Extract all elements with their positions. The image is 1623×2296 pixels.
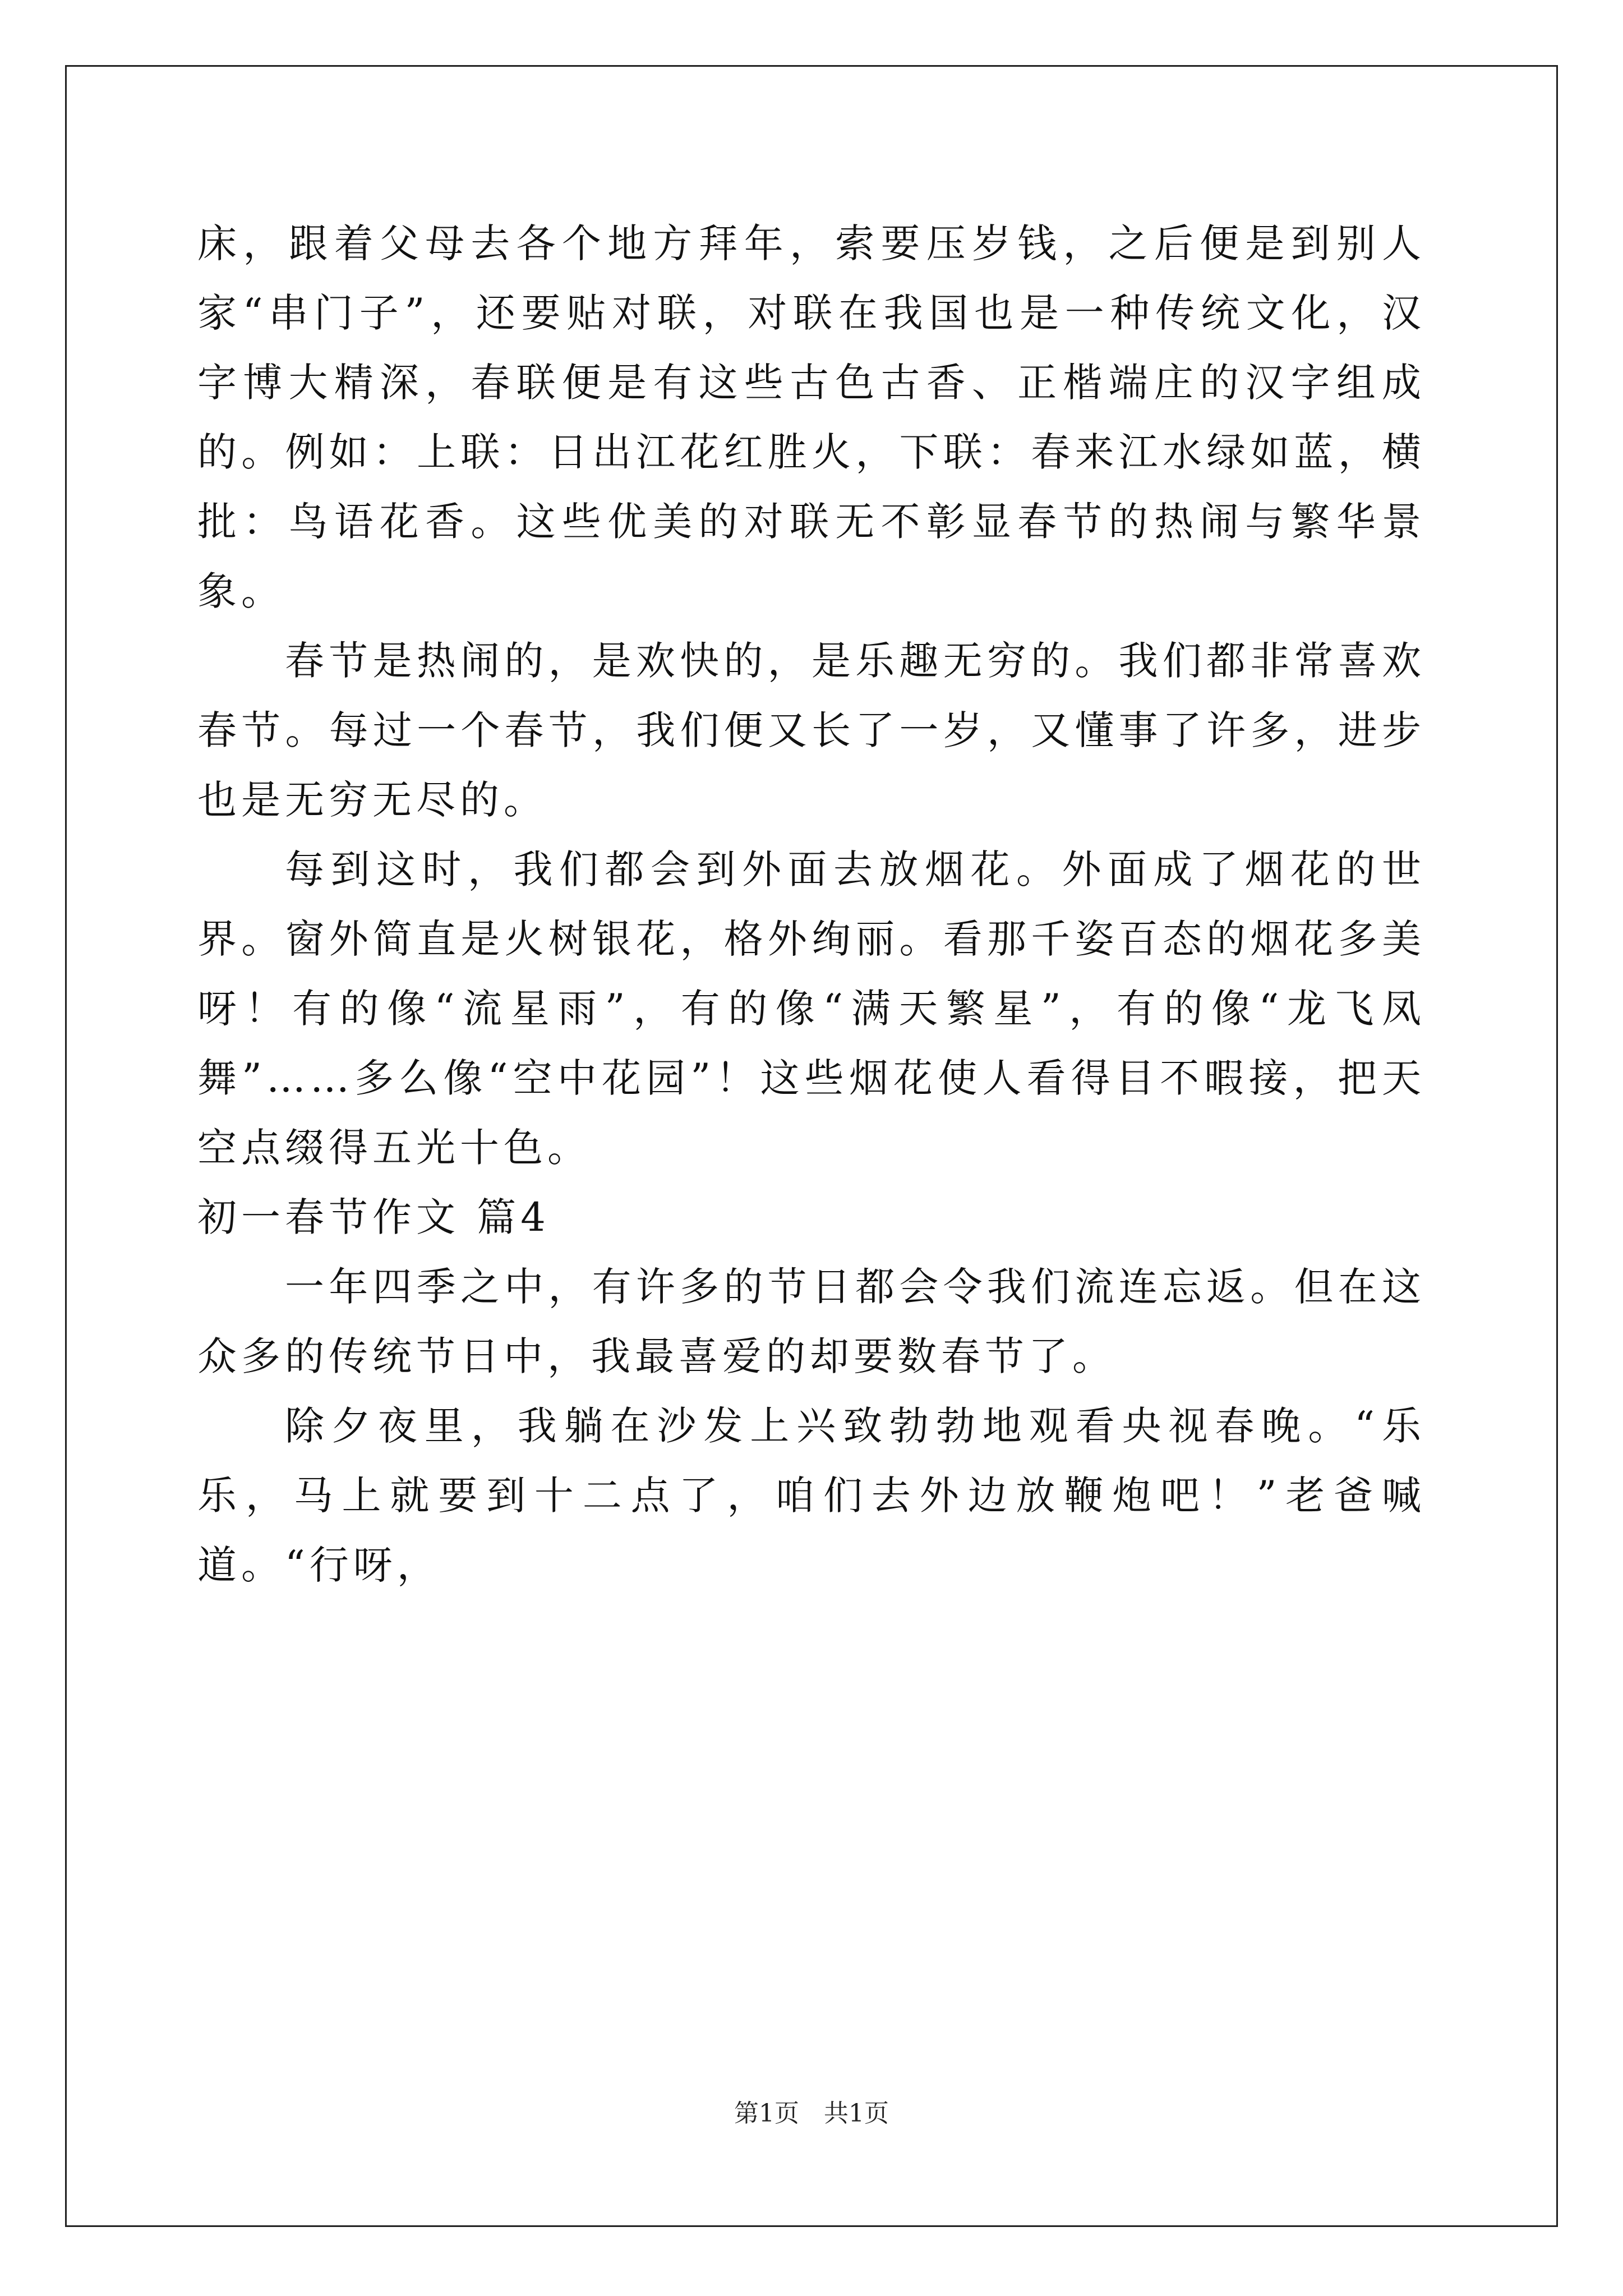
paragraph: 床，跟着父母去各个地方拜年，索要压岁钱，之后便是到别人家“串门子”，还要贴对联，对联在我国也是一种传统文化，汉字博大精深，春联便是有这些古色古香、正楷端庄的汉字组成的。例如：上联：日出江花红胜火，下联：春来江水绿如蓝，横批：鸟语花香。这些优美的对联无不彰显春节的热闹与繁华景象。 <box>197 220 1426 614</box>
paragraph: 每到这时，我们都会到外面去放烟花。外面成了烟花的世界。窗外简直是火树银花，格外绚丽。看那千姿百态的烟花多美呀！有的像“流星雨”，有的像“满天繁星”，有的像“龙飞凤舞”……多么像“空中花园”！这些烟花使人看得目不暇接，把天空点缀得五光十色。 <box>197 846 1426 1171</box>
paragraph: 春节是热闹的，是欢快的，是乐趣无穷的。我们都非常喜欢春节。每过一个春节，我们便又长了一岁，又懂事了许多，进步也是无穷无尽的。 <box>197 638 1426 823</box>
page-total: 共1页 <box>824 2099 889 2128</box>
page-number: 第1页 <box>734 2099 799 2128</box>
paragraph: 一年四季之中，有许多的节日都会令我们流连忘返。但在这众多的传统节日中，我最喜爱的却要数春节了。 <box>197 1264 1426 1379</box>
paragraph: 除夕夜里，我躺在沙发上兴致勃勃地观看央视春晚。“乐乐，马上就要到十二点了，咱们去外边放鞭炮吧！”老爸喊道。“行呀， <box>197 1403 1426 1588</box>
page-footer <box>0 2097 1623 2131</box>
document-body <box>197 209 1426 1600</box>
section-heading: 初一春节作文 篇4 <box>197 1194 550 1240</box>
